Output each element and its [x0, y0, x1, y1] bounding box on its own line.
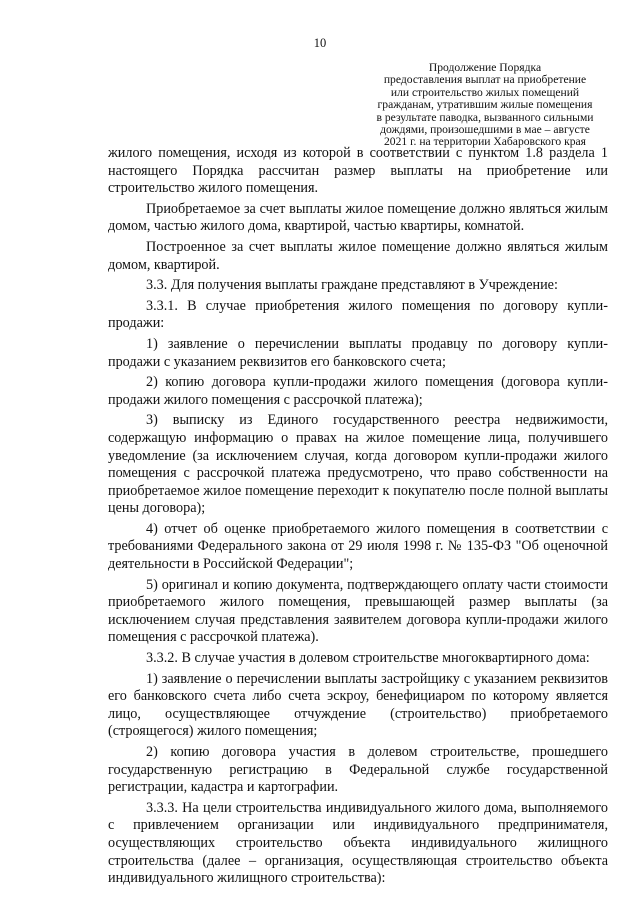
list-item: 5) оригинал и копию документа, подтверждающего оплату части стоимости приобретаемого жилого помещения, превышающей размер выплаты (за исключением случая представления заявителем договора купли-продажи жилого помещения с рассрочкой платежа).: [108, 576, 608, 646]
header-line: 2021 г. на территории Хабаровского края: [383, 135, 587, 149]
header-line: или строительство жилых помещений: [390, 85, 580, 99]
header-line: дождями, произошедшими в мае – августе: [380, 123, 590, 137]
page-number: 10: [313, 36, 327, 50]
section-3-3-2: 3.3.2. В случае участия в долевом строительстве многоквартирного дома:: [146, 650, 590, 667]
document-body: [108, 145, 608, 891]
list-item: 3) выписку из Единого государственного реестра недвижимости, содержащую информацию о правах на жилое помещение лица, получившего уведомление (за исключением случая, когда договором купли-продажи жилого помещения с рассрочкой платежа предусмотрено, что право собственности на приобретаемое жилое помещение переходит к покупателю после полной выплаты цены договора);: [108, 412, 608, 517]
list-item: 4) отчет об оценке приобретаемого жилого помещения в соответствии с требованиями Федерального закона от 29 июля 1998 г. № 135-ФЗ "Об оценочной деятельности в Российской Федерации";: [108, 520, 608, 573]
paragraph: Построенное за счет выплаты жилое помещение должно являться жилым домом, квартирой.: [108, 238, 608, 273]
header-line: Продолжение Порядка: [428, 61, 542, 74]
section-3-3: 3.3. Для получения выплаты граждане представляют в Учреждение:: [146, 277, 558, 294]
paragraph-continuation: жилого помещения, исходя из которой в соответствии с пунктом 1.8 раздела 1 настоящего Порядка рассчитан размер выплаты на приобретение или строительство жилого помещения.: [108, 145, 608, 197]
list-item: 2) копию договора купли-продажи жилого помещения (договора купли-продажи жилого помещения с рассрочкой платежа);: [108, 374, 608, 408]
section-3-3-3: 3.3.3. На цели строительства индивидуального жилого дома, выполняемого с привлечением организации или индивидуального предпринимателя, осуществляющих строительство объекта индивидуального жилищного строительства (далее – организация, осуществляющая строительство объекта индивидуального жилищного строительства):: [108, 799, 608, 887]
list-item: 1) заявление о перечислении выплаты застройщику с указанием реквизитов его банковского счета либо счета эскроу, бенефициаром по которому является лицо, осуществляющее отчуждение (строительство) приобретаемого (строящегося) жилого помещения;: [108, 670, 608, 740]
header-line: предоставления выплат на приобретение: [383, 73, 587, 87]
header-line: гражданам, утратившим жилые помещения: [377, 98, 593, 112]
running-header: [360, 62, 610, 149]
list-item: 1) заявление о перечислении выплаты продавцу по договору купли-продажи с указанием реквизитов его банковского счета;: [108, 335, 608, 370]
paragraph: Приобретаемое за счет выплаты жилое помещение должно являться жилым домом, частью жилого дома, квартирой, частью квартиры, комнатой.: [108, 200, 608, 235]
section-3-3-1: 3.3.1. В случае приобретения жилого помещения по договору купли-продажи:: [108, 297, 608, 332]
list-item: 2) копию договора участия в долевом строительстве, прошедшего государственную регистрацию в Федеральной службе государственной регистрации, кадастра и картографии.: [108, 744, 608, 796]
header-line: в результате паводка, вызванного сильными: [376, 110, 594, 124]
